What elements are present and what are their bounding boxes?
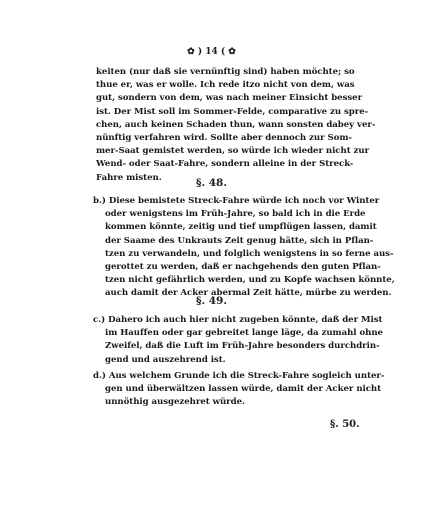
text-line: auch damit der Acker abermal Zeit hätte, mürbe zu werden. bbox=[105, 288, 392, 299]
text-line: nünftig verfahren wird. Sollte aber dennoch zur Som- bbox=[96, 132, 352, 143]
paragraph-1 bbox=[96, 66, 376, 185]
text-line: oder wenigstens im Früh-Jahre, so bald ich in die Erde bbox=[105, 209, 366, 220]
page-header: ✿ ) 14 ( ✿ bbox=[187, 47, 236, 57]
paragraph-2 bbox=[93, 195, 395, 301]
text-line: keiten (nur daß sie vernünftig sind) haben möchte; so bbox=[96, 67, 355, 77]
text-line: im Hauffen oder gar gebreitet lange läge, da zumahl ohne bbox=[105, 328, 383, 339]
text-line: gut, sondern von dem, was nach meiner Einsicht besser bbox=[96, 93, 363, 104]
catchword: §. 50. bbox=[330, 419, 360, 430]
text-line: tzen nicht gefährlich werden, und zu Kopfe wachsen könnte, bbox=[105, 275, 395, 286]
text-line: chen, auch keinen Schaden thun, wann sonsten dabey ver- bbox=[96, 119, 376, 130]
section-heading-49: §. 49. bbox=[195, 295, 228, 307]
text-line: mer-Saat gemistet werden, so würde ich wieder nicht zur bbox=[96, 146, 370, 157]
text-line: Zweifel, daß die Luft im Früh-Jahre besonders durchdrin- bbox=[105, 341, 380, 352]
text-line: Wend- oder Saat-Fahre, sondern alleine in der Streck- bbox=[96, 159, 354, 170]
text-line: gend und auszehrend ist. bbox=[105, 354, 226, 365]
text-line: kommen könnte, zeitig und tief umpflügen lassen, damit bbox=[105, 222, 377, 233]
text-line: tzen zu verwandeln, und folglich wenigstens in so ferne aus- bbox=[105, 248, 394, 259]
paragraph-4 bbox=[93, 370, 385, 410]
paragraph-3 bbox=[93, 314, 383, 367]
text-line: der Saame des Unkrauts Zeit genug hätte, sich in Pflan- bbox=[105, 235, 374, 246]
text-line: thue er, was er wolle. Ich rede itzo nicht von dem, was bbox=[96, 80, 355, 91]
section-heading-48: §. 48. bbox=[195, 177, 228, 189]
text-line: c.) Dahero ich auch hier nicht zugeben könnte, daß der Mist bbox=[93, 315, 383, 325]
text-line: gen und überwältzen lassen würde, damit der Acker nicht bbox=[105, 384, 382, 395]
text-line: Fahre misten. bbox=[96, 172, 162, 183]
text-line: gerottet zu werden, daß er nachgehends den guten Pflan- bbox=[105, 261, 381, 272]
text-line: ist. Der Mist soll im Sommer-Felde, comparative zu spre- bbox=[96, 106, 369, 117]
text-line: unnöthig ausgezehret würde. bbox=[105, 397, 245, 408]
text-line: b.) Diese bemistete Streck-Fahre würde ich noch vor Winter bbox=[93, 196, 380, 206]
text-line: d.) Aus welchem Grunde ich die Streck-Fahre sogleich unter- bbox=[93, 371, 385, 381]
